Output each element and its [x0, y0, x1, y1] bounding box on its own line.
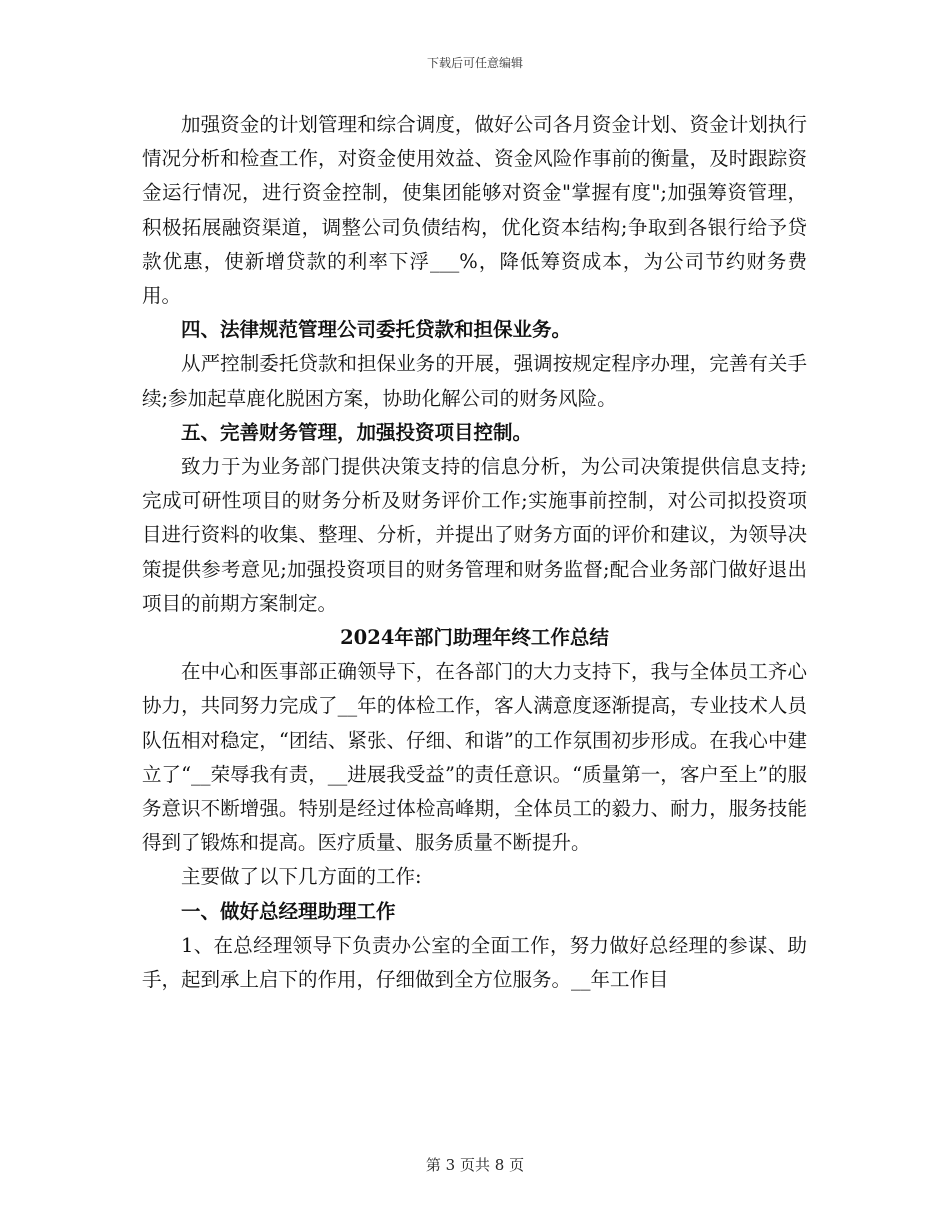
document-body: [142, 108, 807, 997]
page-number: 第 3 页共 8 页: [425, 1156, 525, 1174]
paragraph-assistant-work: 1、在总经理领导下负责办公室的全面工作，努力做好总经理的参谋、助手，起到承上启下的作用，仔细做到全方位服务。__年工作目: [142, 933, 807, 992]
paragraph-summary-intro: 在中心和医事部正确领导下，在各部门的大力支持下，我与全体员工齐心协力，共同努力完成了__年的体检工作，客人满意度逐渐提高，专业技术人员队伍相对稳定，“团结、紧张、仔细、和谐”的工作氛围初步形成。在我心中建立了“__荣辱我有责，__进展我受益”的责任意识。“质量第一，客户至上”的服务意识不断增强。特别是经过体检高峰期，全体员工的毅力、耐力，服务技能得到了锻炼和提高。医疗质量、服务质量不断提升。: [142, 660, 807, 855]
paragraph-investment-control: 致力于为业务部门提供决策支持的信息分析，为公司决策提供信息支持;完成可研性项目的财务分析及财务评价工作;实施事前控制，对公司拟投资项目进行资料的收集、整理、分析，并提出了财务方面的评价和建议，为领导决策提供参考意见;加强投资项目的财务管理和财务监督;配合业务部门做好退出项目的前期方案制定。: [142, 455, 807, 615]
document-title: 2024年部门助理年终工作总结: [340, 626, 609, 650]
section-heading-4: 四、法律规范管理公司委托贷款和担保业务。: [181, 318, 572, 342]
header-note: 下载后可任意编辑: [426, 56, 523, 70]
paragraph-fund-management: 加强资金的计划管理和综合调度，做好公司各月资金计划、资金计划执行情况分析和检查工作，对资金使用效益、资金风险作事前的衡量，及时跟踪资金运行情况，进行资金控制，使集团能够对资金"掌握有度";加强筹资管理，积极拓展融资渠道，调整公司负债结构，优化资本结构;争取到各银行给予贷款优惠，使新增贷款的利率下浮___%，降低筹资成本，为公司节约财务费用。: [142, 113, 807, 308]
section-heading-5: 五、完善财务管理，加强投资项目控制。: [181, 420, 533, 444]
paragraph-work-list-intro: 主要做了以下几方面的工作:: [181, 865, 422, 889]
section-heading-1: 一、做好总经理助理工作: [181, 899, 396, 923]
paragraph-loans-guarantees: 从严控制委托贷款和担保业务的开展，强调按规定程序办理，完善有关手续;参加起草鹿化脱困方案，协助化解公司的财务风险。: [142, 352, 807, 410]
